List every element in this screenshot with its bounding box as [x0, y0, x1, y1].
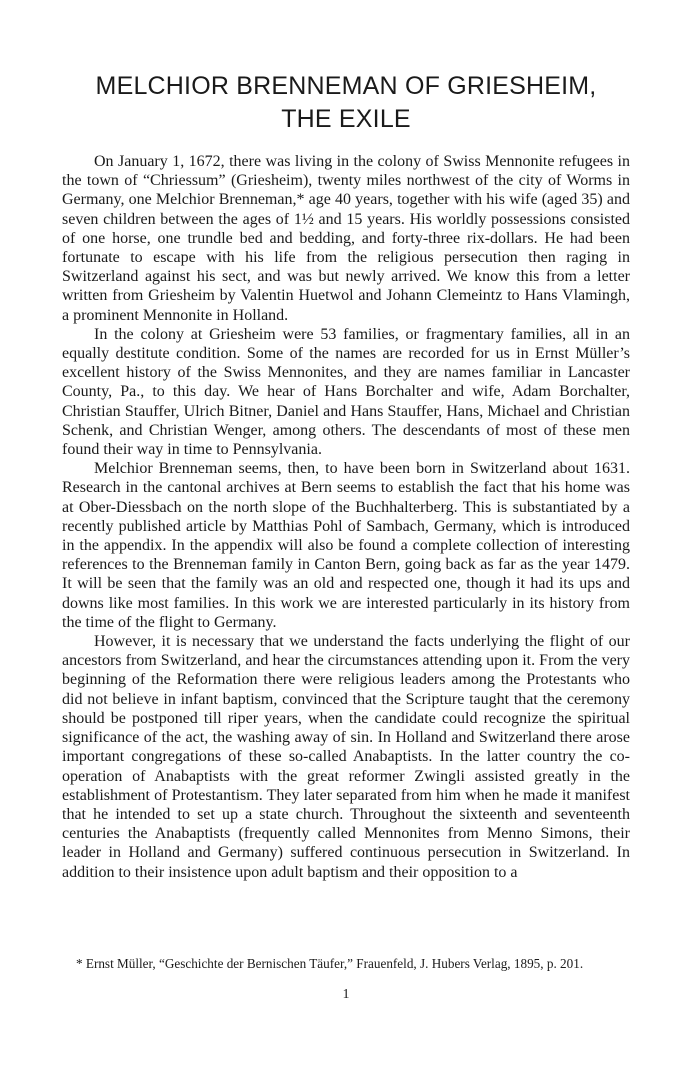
page-number: 1 [342, 987, 350, 1002]
title-line-2: THE EXILE [281, 105, 411, 133]
title-line-1: MELCHIOR BRENNEMAN OF GRIESHEIM, [95, 72, 597, 100]
paragraph-2: In the colony at Griesheim were 53 families, or fragmentary families, all in an equally destitute condition. Some of the names are recorded for us in Ernst Müller’s excellent history of the Swiss Mennonites, and they are names familiar in Lancaster County, Pa., to this day. We hear of Hans Borchalter and wife, Adam Borchalter, Christian Stauffer, Ulrich Bitner, Daniel and Hans Stauffer, Hans, Michael and Christian Schenk, and Christian Wenger, among others. The descendants of most of these men found their way in time to Pennsylvania. [62, 325, 630, 459]
footnote [76, 955, 630, 972]
page-title [62, 70, 630, 136]
paragraph-4: However, it is necessary that we understand the facts underlying the flight of our ancestors from Switzerland, and hear the circumstances attending upon it. From the very beginning of the Reformation there were religious leaders among the Protestants who did not believe in infant baptism, convinced that the Scripture taught that the ceremony should be postponed till riper years, when the candidate could recognize the spiritual significance of the act, the washing away of sin. In Holland and Switzerland there arose important congregations of these so-called Anabaptists. In the latter country the co-operation of Anabaptists with the great reformer Zwingli assisted greatly in the establishment of Protestantism. They later separated from him when he made it manifest that he intended to set up a state church. Throughout the sixteenth and seventeenth centuries the Anabaptists (frequently called Mennonites from Menno Simons, their leader in Holland and Germany) suffered continuous persecution in Switzerland. In addition to their insistence upon adult baptism and their opposition to a [62, 633, 630, 881]
paragraph-1: On January 1, 1672, there was living in the colony of Swiss Mennonite refugees in the town of “Chriessum” (Griesheim), twenty miles northwest of the city of Worms in Germany, one Melchior Brenneman,* age 40 years, together with his wife (aged 35) and seven children between the ages of 1½ and 15 years. His worldly possessions consisted of one horse, one trundle bed and bedding, and forty-three rix-dollars. He had been fortunate to escape with his life from the religious persecution then raging in Switzerland against his sect, and was but newly arrived. We know this from a letter written from Griesheim by Valentin Huetwol and Johann Clemeintz to Hans Vlamingh, a prominent Mennonite in Holland. [62, 153, 630, 324]
document-page [62, 0, 630, 1079]
paragraph-3: Melchior Brenneman seems, then, to have been born in Switzerland about 1631. Research in the cantonal archives at Bern seems to establish the fact that his home was at Ober-Diessbach on the north slope of the Buchhalterberg. This is substantiated by a recently published article by Matthias Pohl of Sambach, Germany, which is introduced in the appendix. In the appendix will also be found a complete collection of interesting references to the Brenneman family in Canton Bern, going back as far as the year 1479. It will be seen that the family was an old and respected one, though it had its ups and downs like most families. In this work we are interested particularly in its history from the time of the flight to Germany. [62, 460, 630, 631]
body-text [62, 152, 630, 882]
footnote-text: * Ernst Müller, “Geschichte der Bernischen Täufer,” Frauenfeld, J. Hubers Verlag, 1895, p. 201. [76, 956, 584, 971]
